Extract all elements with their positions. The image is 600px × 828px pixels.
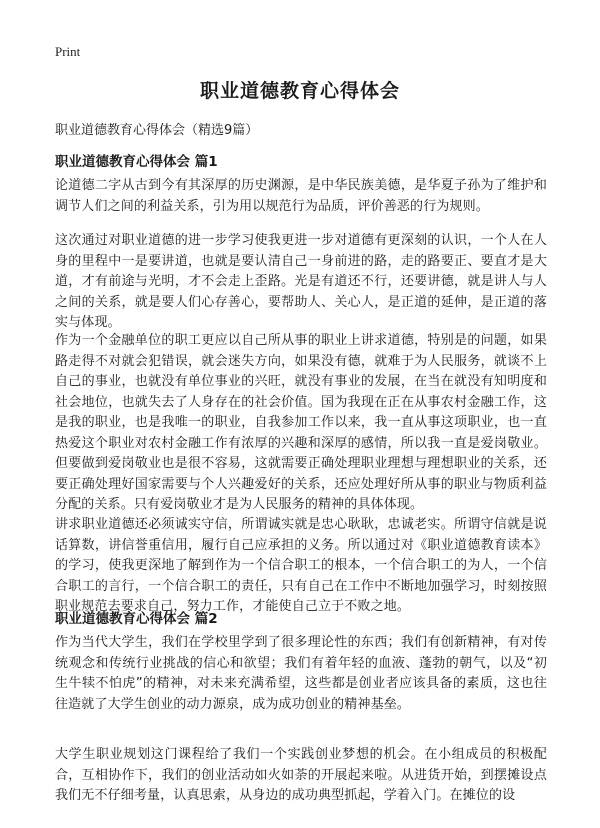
paragraph: 作为当代大学生，我们在学校里学到了很多理论性的东西；我们有创新精神，有对传统观念和传统行业挑战的信心和欲望；我们有着年轻的血液、蓬勃的朝气，以及“初生牛犊不怕虎”的精神，对未来充满希望，这些都是创业者应该具备的素质，这也往往造就了大学生创业的动力源泉，成为成功创业的精神基垒。 xyxy=(55,635,547,712)
section-heading-1: 职业道德教育心得体会 篇1 xyxy=(55,154,218,170)
paragraph: 作为一个金融单位的职工更应以自己所从事的职业上讲求道德，特别是的问题，如果路走得不对就会犯错误，就会迷失方向，如果没有德，就难于为人民服务，就谈不上自己的事业，也就没有单位事业的兴旺，就没有事业的发展，在当在就没有知明度和社会地位，也就失去了人身存在的社会价值。国为我现在正在从事农村金融工作，这是我的职业，也是我唯一的职业，自我参加工作以来，我一直从事这项职业，也一直热爱这个职业对农村金融工作有浓厚的兴趣和深厚的感情，所以我一直是爱岗敬业。但要做到爱岗敬业也是很不容易，这就需要正确处理职业理想与理想职业的关系，还要正确处理好国家需要与个人兴趣爱好的关系，还应处理好所从事的职业与物质利益分配的关系。只有爱岗敬业才是为人民服务的精神的具体体现。 xyxy=(55,333,547,512)
print-link[interactable]: Print xyxy=(55,44,81,59)
document-title: 职业道德教育心得体会 xyxy=(199,80,400,102)
section-heading-2: 职业道德教育心得体会 篇2 xyxy=(55,611,218,627)
paragraph: 大学生职业规划这门课程给了我们一个实践创业梦想的机会。在小组成员的积极配合，互相协作下，我们的创业活动如火如荼的开展起来啦。从进货开始，到摆摊设点我们无不仔细考量，认真思索，从身边的成功典型抓起，学着入门。在摊位的设 xyxy=(55,747,547,803)
paragraph: 论道德二字从古到今有其深厚的历史渊源，是中华民族美德，是华夏子孙为了维护和调节人们之间的利益关系，引为用以规范行为品质，评价善恶的行为规则。 xyxy=(55,178,547,214)
paragraph: 讲求职业道德还必须诚实守信，所谓诚实就是忠心耿耿，忠诚老实。所谓守信就是说话算数，讲信誉重信用，履行自己应承担的义务。所以通过对《职业道德教育读本》的学习，使我更深地了解到作为一个信合职工的根本，一个信合职工的为人，一个信合职工的言行，一个信合职工的责任，只有自己在工作中不断地加强学习，时刻按照职业规范去要求自己，努力工作，才能使自己立于不败之地。 xyxy=(55,517,547,614)
paragraph: 这次通过对职业道德的进一步学习使我更进一步对道德有更深刻的认识，一个人在人身的里程中一是要讲道，也就是要认清自己一身前进的路，走的路要正、要直才是大道，才有前途与光明，才不会走上歪路。光是有道还不行，还要讲德，就是讲人与人之间的关系，就是要人们心存善心，要帮助人、关心人，是正道的延伸，是正道的落实与体现。 xyxy=(55,233,547,330)
document-subtitle: 职业道德教育心得体会（精选9篇） xyxy=(55,123,259,138)
